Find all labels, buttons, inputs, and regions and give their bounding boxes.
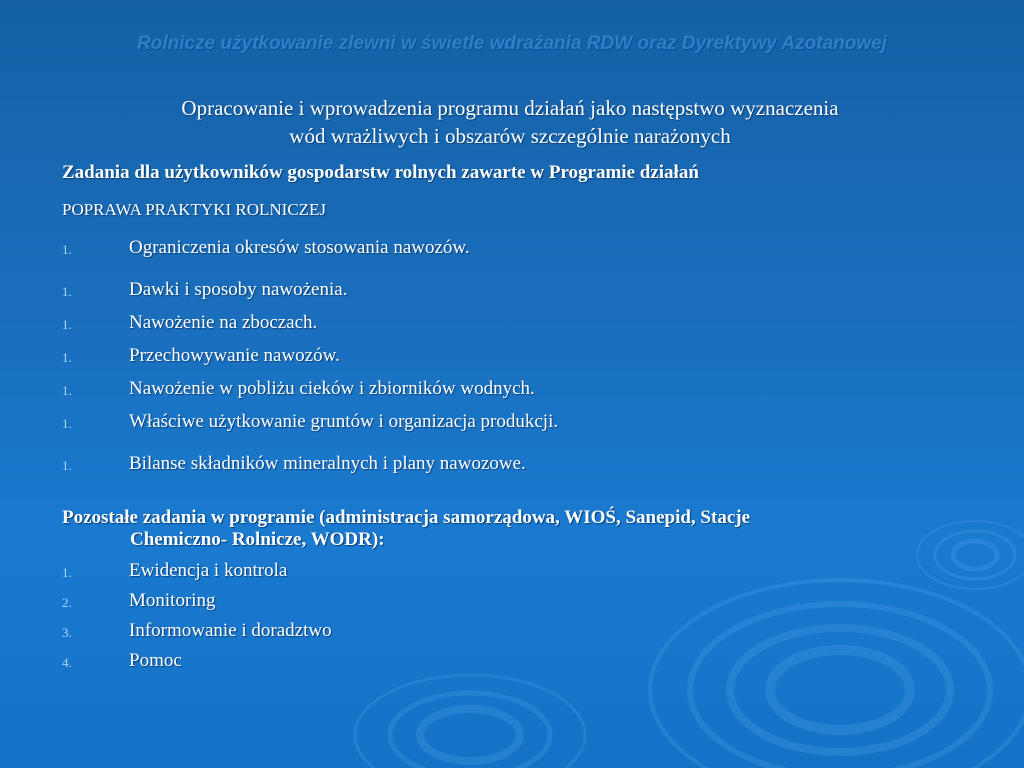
list-item-text: Monitoring — [129, 590, 216, 611]
list-item-text: Nawożenie w pobliżu cieków i zbiorników wodnych. — [129, 378, 535, 399]
section1-heading: Zadania dla użytkowników gospodarstw rolnych zawarte w Programie działań — [62, 162, 699, 183]
list-item-text: Ograniczenia okresów stosowania nawozów. — [129, 237, 470, 258]
section1-subheading: POPRAWA PRAKTYKI ROLNICZEJ — [62, 200, 327, 219]
list-item-text: Nawożenie na zboczach. — [129, 312, 318, 333]
subtitle-line-2: wód wrażliwych i obszarów szczególnie narażonych — [289, 124, 731, 148]
list-item-text: Dawki i sposoby nawożenia. — [129, 279, 348, 300]
list-item-number: 1. — [62, 458, 72, 473]
list-item-text: Właściwe użytkowanie gruntów i organizacja produkcji. — [129, 411, 559, 432]
list-item-number: 1. — [62, 350, 72, 365]
list-item-text: Pomoc — [129, 650, 182, 671]
list-item-number: 3. — [62, 625, 72, 640]
list-item-number: 4. — [62, 655, 72, 670]
list-item-number: 1. — [62, 565, 72, 580]
subtitle-line-1: Opracowanie i wprowadzenia programu działań jako następstwo wyznaczenia — [181, 96, 839, 120]
list-item-text: Przechowywanie nawozów. — [129, 345, 340, 366]
section2-heading-line-2: Chemiczno- Rolnicze, WODR): — [130, 529, 385, 550]
list-item-number: 1. — [62, 284, 72, 299]
section2-heading — [62, 507, 922, 551]
list-item-number: 1. — [62, 383, 72, 398]
section2-heading-line-1: Pozostałe zadania w programie (administracja samorządowa, WIOŚ, Sanepid, Stacje — [62, 507, 751, 528]
list-item-number: 2. — [62, 595, 72, 610]
list-item-text: Informowanie i doradztwo — [129, 620, 332, 641]
slide-header-title: Rolnicze użytkowanie zlewni w świetle wdrażania RDW oraz Dyrektywy Azotanowej — [137, 33, 887, 54]
slide-subtitle — [110, 94, 910, 150]
list-item-number: 1. — [62, 242, 72, 257]
list-item-text: Bilanse składników mineralnych i plany nawozowe. — [129, 453, 526, 474]
list-item-number: 1. — [62, 416, 72, 431]
list-item-text: Ewidencja i kontrola — [129, 560, 288, 581]
list-item-number: 1. — [62, 317, 72, 332]
